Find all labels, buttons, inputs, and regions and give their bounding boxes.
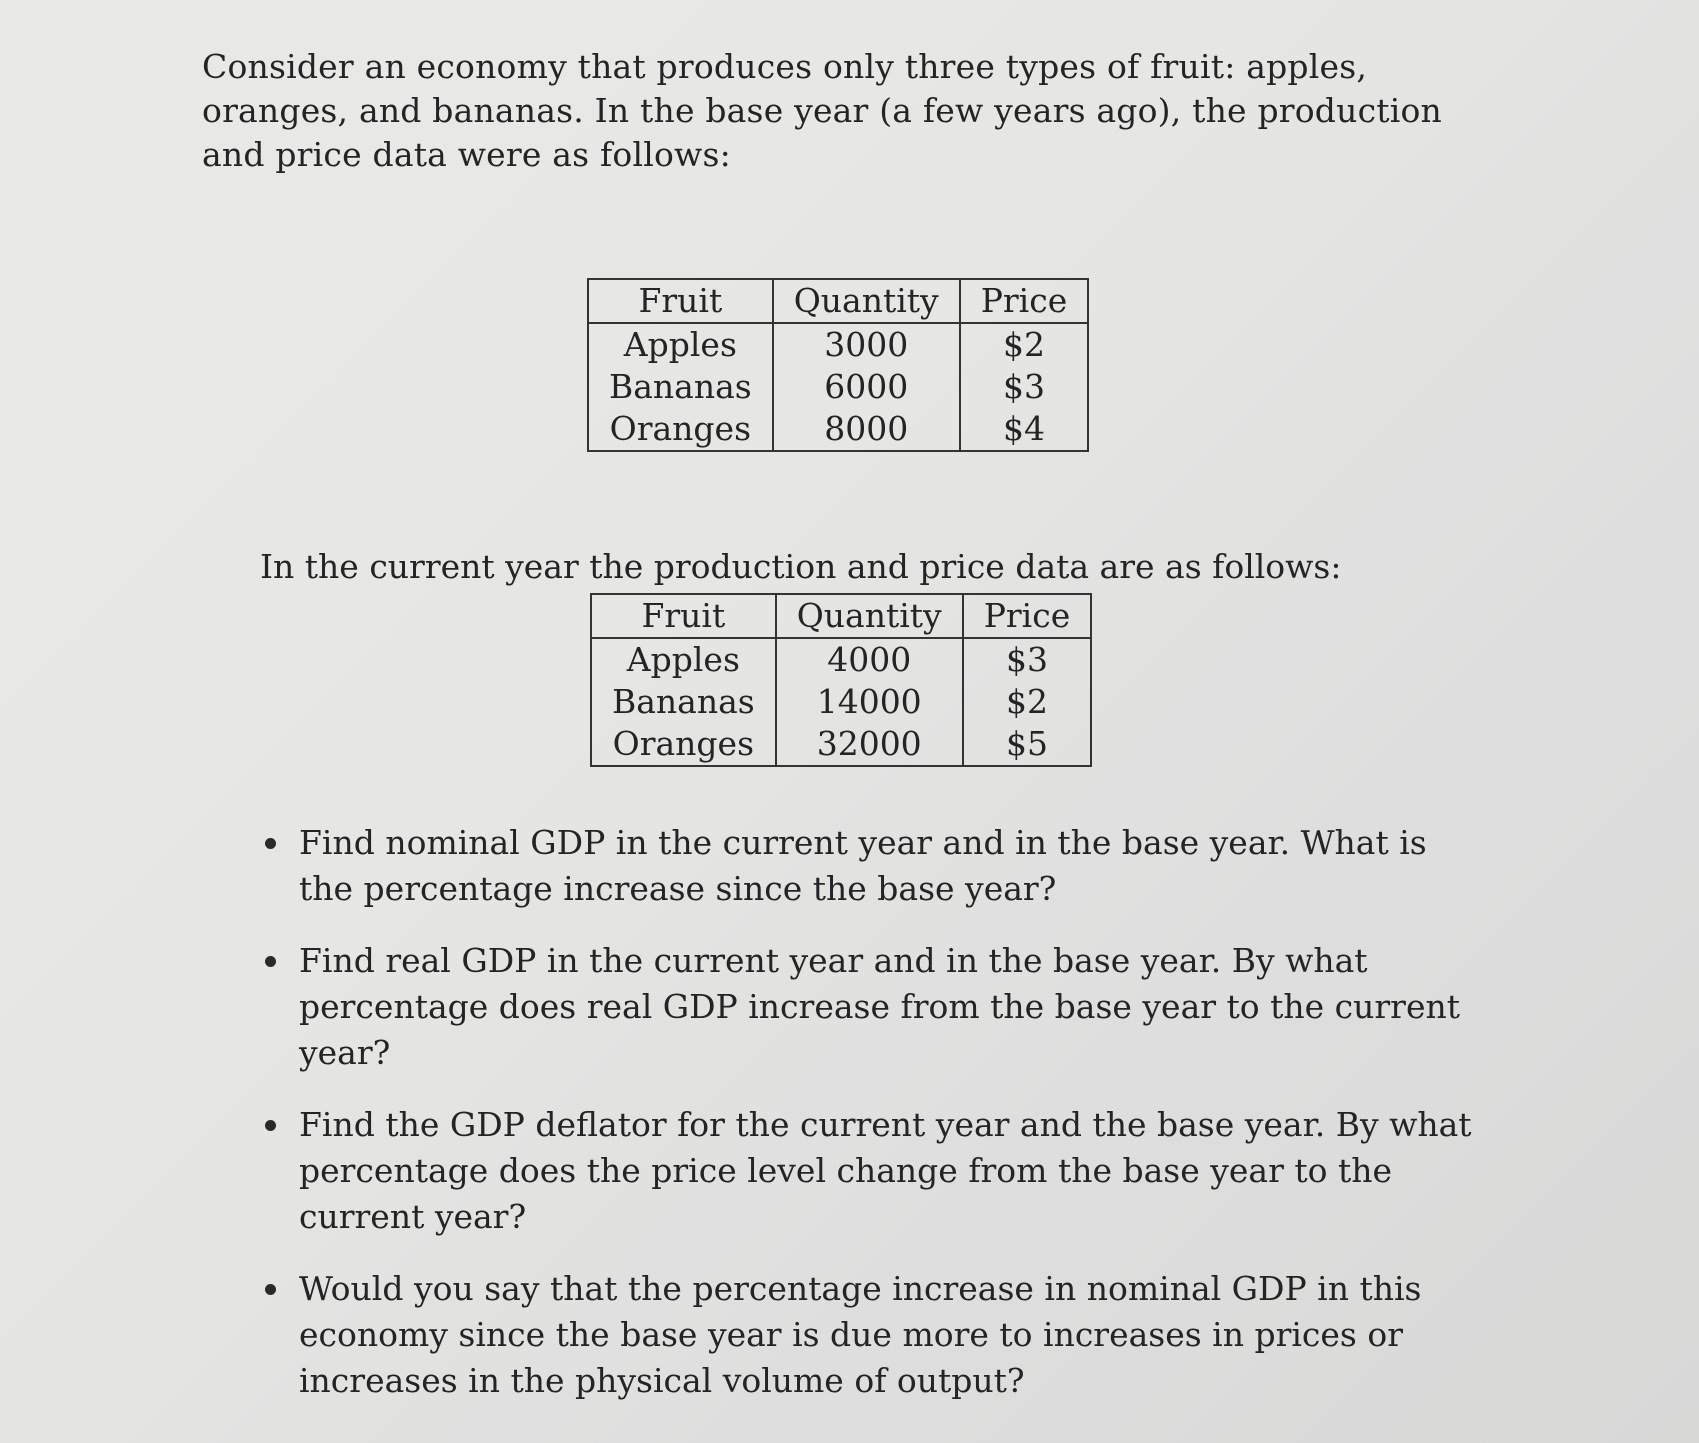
- cell-fruit: Apples: [591, 638, 776, 681]
- cell-fruit: Oranges: [588, 408, 773, 451]
- table-header-row: [588, 279, 1088, 323]
- cell-price: $2: [1005, 682, 1048, 721]
- question-item: [265, 1102, 1475, 1240]
- question-text: Find real GDP in the current year and in the base year. By what percentage does real GDP increase from the base year to the current year?: [299, 941, 1460, 1072]
- question-text: Would you say that the percentage increase in nominal GDP in this economy since the base year is due more to increases in prices or increases in the physical volume of output?: [299, 1269, 1422, 1400]
- header-quantity: Quantity: [776, 594, 963, 638]
- table-row: [588, 323, 1088, 366]
- current-year-table: [590, 593, 1092, 767]
- table-row: [591, 681, 1091, 723]
- bullet-icon: [265, 956, 276, 967]
- question-text: Find the GDP deflator for the current year and the base year. By what percentage does the price level change from the base year to the current year?: [299, 1105, 1472, 1236]
- table-row: [591, 638, 1091, 681]
- question-list: [265, 820, 1475, 1430]
- cell-price: $5: [1005, 724, 1048, 763]
- cell-quantity: 4000: [776, 638, 963, 681]
- table-header-row: [591, 594, 1091, 638]
- cell-price: $3: [1002, 367, 1045, 406]
- table-row: [588, 408, 1088, 451]
- table-row: [591, 723, 1091, 766]
- bullet-icon: [265, 1120, 276, 1131]
- cell-fruit: Bananas: [588, 366, 773, 408]
- base-year-table: [587, 278, 1089, 452]
- cell-fruit: Oranges: [591, 723, 776, 766]
- question-item: [265, 938, 1475, 1076]
- header-price: Price: [963, 594, 1092, 638]
- cell-fruit: Bananas: [591, 681, 776, 723]
- cell-quantity: 6000: [773, 366, 960, 408]
- cell-price: $3: [1005, 640, 1048, 679]
- current-year-intro: In the current year the production and price data are as follows:: [260, 547, 1342, 586]
- header-quantity: Quantity: [773, 279, 960, 323]
- header-fruit: Fruit: [588, 279, 773, 323]
- cell-price: $2: [1002, 325, 1045, 364]
- question-item: [265, 1266, 1475, 1404]
- cell-quantity: 3000: [773, 323, 960, 366]
- cell-fruit: Apples: [588, 323, 773, 366]
- header-price: Price: [960, 279, 1089, 323]
- question-text: Find nominal GDP in the current year and in the base year. What is the percentage increase since the base year?: [299, 823, 1427, 908]
- cell-price: $4: [1002, 409, 1045, 448]
- question-item: [265, 820, 1475, 912]
- cell-quantity: 14000: [776, 681, 963, 723]
- cell-quantity: 32000: [776, 723, 963, 766]
- cell-quantity: 8000: [773, 408, 960, 451]
- table-row: [588, 366, 1088, 408]
- bullet-icon: [265, 1284, 276, 1295]
- intro-paragraph: Consider an economy that produces only three types of fruit: apples, oranges, and bananas. In the base year (a few years ago), the production and price data were as follows:: [202, 47, 1443, 174]
- header-fruit: Fruit: [591, 594, 776, 638]
- bullet-icon: [265, 838, 276, 849]
